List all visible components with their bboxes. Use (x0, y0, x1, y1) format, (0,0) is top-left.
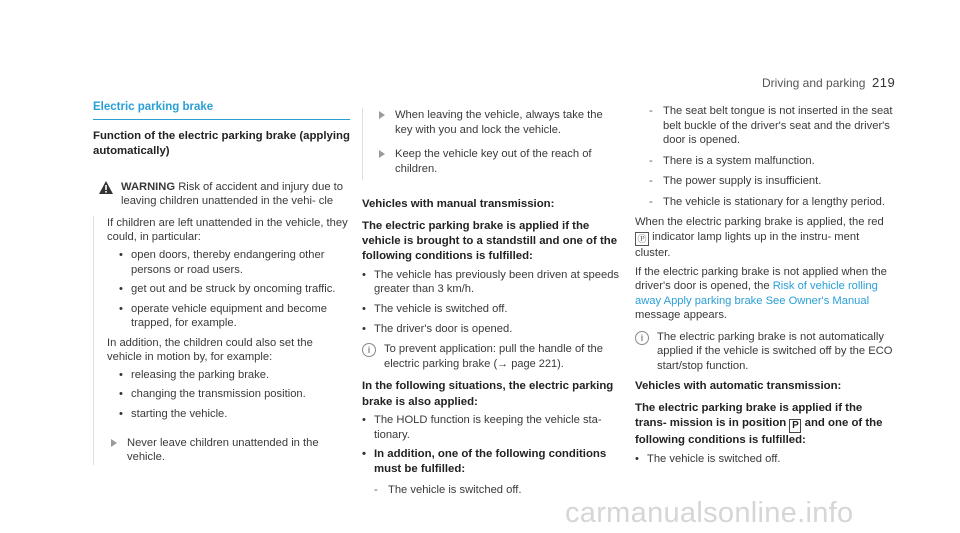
note-never-leave (107, 436, 350, 465)
warning-box (93, 180, 350, 209)
display-message-link[interactable]: Risk of vehicle rolling away Apply parking brake See Owner's Manual (635, 280, 878, 307)
warning-triangle-icon (99, 181, 113, 194)
list-item: • operate vehicle equipment and become trapped, for example. (121, 302, 350, 331)
section-title: Electric parking brake (93, 100, 350, 120)
warning-body: Risk of accident and injury due to leaving children unattended in the vehi- cle (121, 180, 343, 208)
applied-paragraph (635, 215, 895, 260)
auto-condition (635, 401, 895, 449)
arrow-right-icon (379, 111, 385, 119)
dash-item: - The power supply is insufficient. (649, 174, 895, 189)
running-header: Driving and parking (762, 76, 866, 90)
list-item: • changing the transmission position. (121, 387, 350, 402)
note-take-key (375, 108, 620, 137)
list-item: • The vehicle is switched off. (637, 452, 895, 467)
list-item: • get out and be struck by oncoming traffic. (121, 282, 350, 297)
applied-text: When the electric parking brake is applied, the red (635, 216, 884, 229)
note-text: Keep the vehicle key out of the reach of children. (395, 148, 592, 175)
warning-intro: If children are left unattended in the vehicle, they could, in particular: (107, 216, 348, 244)
note-text: When leaving the vehicle, always take the key with you and lock the vehicle. (395, 109, 603, 136)
manual-condition: The electric parking brake is applied if the vehicle is brought to a standstill and one of the following conditions is fulfilled: (362, 219, 618, 263)
auto-condition-text: The electric parking brake is applied if the trans- mission is in position (635, 401, 863, 430)
note-text: Never leave children unattended in the vehicle. (127, 436, 319, 464)
page-reference[interactable]: → page 221). (497, 357, 564, 370)
list-item: • The vehicle is switched off. (364, 302, 620, 317)
note-keep-key (375, 147, 620, 176)
arrow-right-icon (111, 439, 117, 447)
list-item: • The driver's door is opened. (364, 322, 620, 337)
risk-list (107, 248, 350, 331)
parking-brake-lamp-icon: Ⓟ (635, 232, 649, 246)
function-heading: Function of the electric parking brake (applying automatically) (93, 129, 350, 158)
list-item: • releasing the parking brake. (121, 368, 350, 383)
not-applied-text: If the electric parking brake is not applied when the driver's door is opened, the (635, 265, 887, 293)
arrow-right-icon (379, 150, 385, 158)
not-applied-text-end: message appears. (635, 309, 728, 322)
situations-list (362, 413, 620, 478)
manual-heading: Vehicles with manual transmission: (362, 198, 555, 211)
motion-list (107, 368, 350, 422)
auto-heading: Vehicles with automatic transmission: (635, 380, 842, 393)
list-item: • In addition, one of the following conditions must be fulfilled: (364, 447, 620, 478)
info-tip-icon: i (362, 343, 376, 357)
tip-prevent-application (362, 342, 620, 371)
warning-label: WARNING (121, 180, 176, 193)
dash-item: - There is a system malfunction. (649, 154, 895, 169)
dash-list (635, 104, 895, 209)
tip-body: To prevent application: pull the handle of the electric parking brake ( (384, 343, 603, 370)
auto-condition-text-end: and one of the following conditions is fulfilled: (635, 417, 883, 447)
list-item: • starting the vehicle. (121, 407, 350, 422)
dash-item: - The vehicle is switched off. (374, 483, 620, 498)
warning-text (121, 180, 350, 209)
not-applied-paragraph (635, 265, 895, 323)
applied-text-end: indicator lamp lights up in the instru- ment cluster. (635, 230, 860, 259)
column-3 (635, 104, 895, 471)
watermark: carmanualsonline.info (565, 497, 854, 529)
warning-continued (362, 108, 620, 180)
list-item: • The vehicle has previously been driven at speeds greater than 3 km/h. (364, 268, 620, 297)
dash-item: - The seat belt tongue is not inserted in the seat belt buckle of the driver's seat and the driver's door is opened. (649, 104, 895, 148)
column-1 (93, 100, 350, 465)
tip-text (384, 342, 620, 371)
list-item: • The HOLD function is keeping the vehicle sta- tionary. (364, 413, 620, 442)
page-number: 219 (872, 75, 896, 90)
column-2 (362, 108, 620, 503)
dash-item: - The vehicle is stationary for a lengthy period. (649, 195, 895, 210)
warning-para2: In addition, the children could also set the vehicle in motion by, for example: (107, 336, 313, 364)
tip-eco (635, 330, 895, 374)
tip-text: The electric parking brake is not automatically applied if the vehicle is switched off by the ECO start/stop function. (657, 330, 893, 372)
warning-content (93, 216, 350, 465)
list-item: • open doors, thereby endangering other persons or road users. (121, 248, 350, 277)
info-tip-icon: i (635, 331, 649, 345)
auto-conditions-list (635, 452, 895, 467)
gear-p-icon: P (789, 419, 801, 433)
situations-heading: In the following situations, the electric parking brake is also applied: (362, 380, 614, 408)
manual-conditions-list (362, 268, 620, 336)
